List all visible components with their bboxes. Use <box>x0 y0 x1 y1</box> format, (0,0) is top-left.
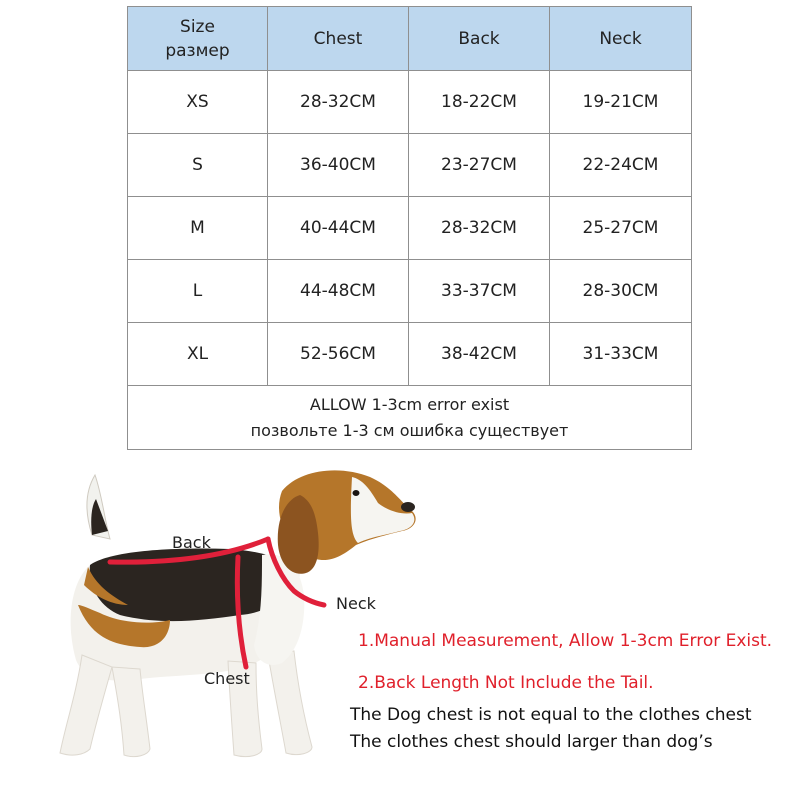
table-note-row <box>128 386 692 450</box>
error-note-ru: позвольте 1-3 см ошибка существует <box>250 420 569 440</box>
cell-back: 18-22CM <box>409 71 550 134</box>
cell-chest: 40-44CM <box>268 197 409 260</box>
cell-neck: 28-30CM <box>550 260 692 323</box>
cell-back: 23-27CM <box>409 134 550 197</box>
cell-size: XL <box>128 323 268 386</box>
diagram-label-neck: Neck <box>336 594 376 613</box>
cell-neck: 19-21CM <box>550 71 692 134</box>
header-size-ru: размер <box>165 40 230 61</box>
table-row <box>128 260 692 323</box>
header-size-en: Size <box>180 16 215 37</box>
cell-chest: 44-48CM <box>268 260 409 323</box>
cell-neck: 25-27CM <box>550 197 692 260</box>
cell-size: M <box>128 197 268 260</box>
cell-back: 28-32CM <box>409 197 550 260</box>
table-header-row <box>128 7 692 71</box>
header-back: Back <box>409 7 550 71</box>
note-back-length: 2.Back Length Not Include the Tail. <box>358 673 654 693</box>
size-chart-table <box>127 6 692 450</box>
diagram-label-chest: Chest <box>204 669 250 688</box>
table-row <box>128 71 692 134</box>
header-neck: Neck <box>550 7 692 71</box>
note-manual-measurement: 1.Manual Measurement, Allow 1-3cm Error Exist. <box>358 631 773 651</box>
cell-neck: 22-24CM <box>550 134 692 197</box>
cell-chest: 28-32CM <box>268 71 409 134</box>
error-note <box>128 386 692 450</box>
note-dog-chest: The Dog chest is not equal to the clothes chest <box>350 705 752 725</box>
header-chest: Chest <box>268 7 409 71</box>
table-row <box>128 323 692 386</box>
cell-back: 38-42CM <box>409 323 550 386</box>
table-row <box>128 197 692 260</box>
cell-back: 33-37CM <box>409 260 550 323</box>
cell-chest: 52-56CM <box>268 323 409 386</box>
note-clothes-chest: The clothes chest should larger than dog’s <box>350 732 713 752</box>
cell-chest: 36-40CM <box>268 134 409 197</box>
header-size <box>128 7 268 71</box>
cell-size: XS <box>128 71 268 134</box>
table-row <box>128 134 692 197</box>
dog-leg-rear <box>60 655 112 755</box>
error-note-en: ALLOW 1-3cm error exist <box>309 394 510 414</box>
cell-size: L <box>128 260 268 323</box>
diagram-label-back: Back <box>172 533 211 552</box>
cell-size: S <box>128 134 268 197</box>
cell-neck: 31-33CM <box>550 323 692 386</box>
